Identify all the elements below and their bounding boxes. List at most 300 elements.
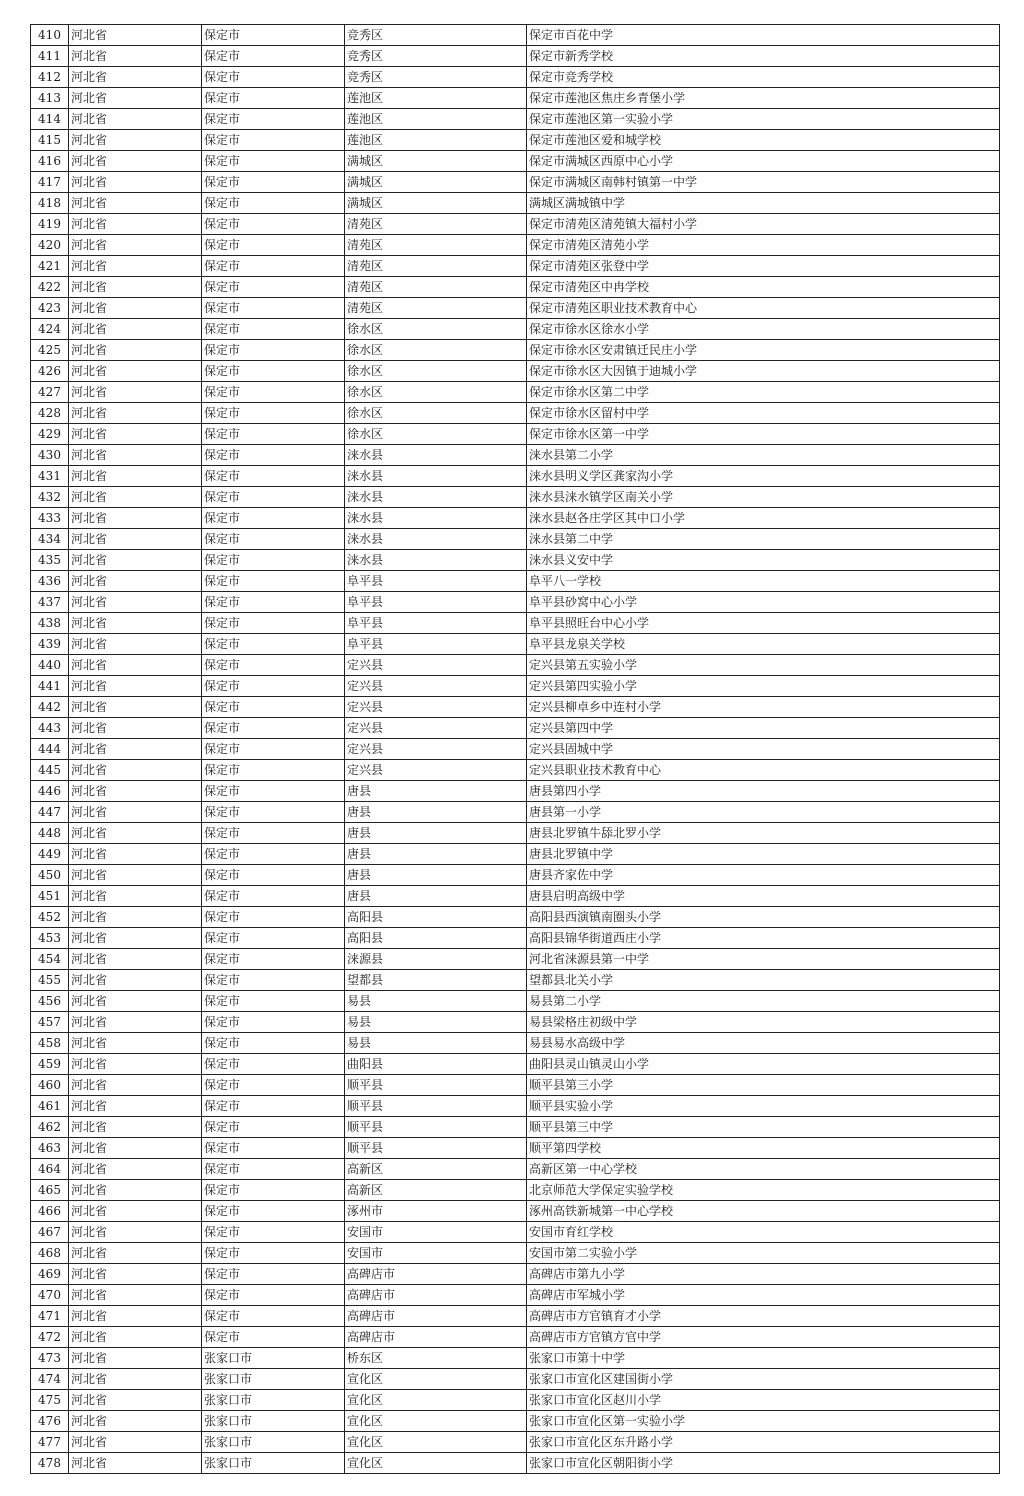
district-cell: 徐水区 — [345, 319, 527, 340]
city-cell: 保定市 — [202, 739, 345, 760]
school-name-cell: 顺平县第三小学 — [527, 1075, 1000, 1096]
district-cell: 涞水县 — [345, 445, 527, 466]
district-cell: 顺平县 — [345, 1075, 527, 1096]
row-number-cell: 468 — [31, 1243, 69, 1264]
district-cell: 易县 — [345, 1012, 527, 1033]
district-cell: 涞水县 — [345, 550, 527, 571]
school-name-cell: 顺平第四学校 — [527, 1138, 1000, 1159]
district-cell: 满城区 — [345, 151, 527, 172]
row-number-cell: 463 — [31, 1138, 69, 1159]
district-cell: 涞源县 — [345, 949, 527, 970]
city-cell: 保定市 — [202, 1201, 345, 1222]
school-name-cell: 满城区满城镇中学 — [527, 193, 1000, 214]
school-name-cell: 保定市清苑区清苑小学 — [527, 235, 1000, 256]
province-cell: 河北省 — [69, 634, 202, 655]
school-name-cell: 保定市徐水区安肃镇迁民庄小学 — [527, 340, 1000, 361]
district-cell: 清苑区 — [345, 277, 527, 298]
table-row — [31, 361, 1000, 382]
school-name-cell: 高阳县西演镇南圈头小学 — [527, 907, 1000, 928]
province-cell: 河北省 — [69, 1411, 202, 1432]
row-number-cell: 453 — [31, 928, 69, 949]
city-cell: 保定市 — [202, 802, 345, 823]
district-cell: 高阳县 — [345, 928, 527, 949]
school-name-cell: 唐县启明高级中学 — [527, 886, 1000, 907]
province-cell: 河北省 — [69, 760, 202, 781]
school-name-cell: 保定市徐水区徐水小学 — [527, 319, 1000, 340]
province-cell: 河北省 — [69, 844, 202, 865]
district-cell: 高碑店市 — [345, 1285, 527, 1306]
district-cell: 莲池区 — [345, 130, 527, 151]
city-cell: 保定市 — [202, 130, 345, 151]
province-cell: 河北省 — [69, 697, 202, 718]
province-cell: 河北省 — [69, 319, 202, 340]
row-number-cell: 456 — [31, 991, 69, 1012]
province-cell: 河北省 — [69, 25, 202, 46]
province-cell: 河北省 — [69, 823, 202, 844]
table-row — [31, 109, 1000, 130]
school-name-cell: 高新区第一中心学校 — [527, 1159, 1000, 1180]
school-name-cell: 保定市竞秀学校 — [527, 67, 1000, 88]
province-cell: 河北省 — [69, 1432, 202, 1453]
city-cell: 保定市 — [202, 1075, 345, 1096]
school-name-cell: 涞水县第二小学 — [527, 445, 1000, 466]
table-row — [31, 151, 1000, 172]
table-row — [31, 865, 1000, 886]
school-name-cell: 保定市莲池区爱和城学校 — [527, 130, 1000, 151]
row-number-cell: 419 — [31, 214, 69, 235]
city-cell: 张家口市 — [202, 1432, 345, 1453]
school-name-cell: 安国市育红学校 — [527, 1222, 1000, 1243]
school-name-cell: 保定市百花中学 — [527, 25, 1000, 46]
city-cell: 保定市 — [202, 445, 345, 466]
table-row — [31, 928, 1000, 949]
province-cell: 河北省 — [69, 277, 202, 298]
province-cell: 河北省 — [69, 718, 202, 739]
table-row — [31, 256, 1000, 277]
province-cell: 河北省 — [69, 1012, 202, 1033]
city-cell: 保定市 — [202, 1012, 345, 1033]
row-number-cell: 457 — [31, 1012, 69, 1033]
district-cell: 涞水县 — [345, 508, 527, 529]
province-cell: 河北省 — [69, 1306, 202, 1327]
row-number-cell: 437 — [31, 592, 69, 613]
city-cell: 保定市 — [202, 508, 345, 529]
row-number-cell: 411 — [31, 46, 69, 67]
district-cell: 唐县 — [345, 802, 527, 823]
school-name-cell: 张家口市宣化区第一实验小学 — [527, 1411, 1000, 1432]
table-row — [31, 46, 1000, 67]
table-row — [31, 67, 1000, 88]
table-row — [31, 235, 1000, 256]
school-name-cell: 唐县第一小学 — [527, 802, 1000, 823]
row-number-cell: 462 — [31, 1117, 69, 1138]
district-cell: 高碑店市 — [345, 1306, 527, 1327]
district-cell: 顺平县 — [345, 1096, 527, 1117]
school-name-cell: 唐县第四小学 — [527, 781, 1000, 802]
row-number-cell: 472 — [31, 1327, 69, 1348]
school-name-cell: 曲阳县灵山镇灵山小学 — [527, 1054, 1000, 1075]
city-cell: 保定市 — [202, 193, 345, 214]
city-cell: 保定市 — [202, 529, 345, 550]
table-row — [31, 1012, 1000, 1033]
table-row — [31, 445, 1000, 466]
province-cell: 河北省 — [69, 676, 202, 697]
city-cell: 保定市 — [202, 781, 345, 802]
table-row — [31, 1180, 1000, 1201]
row-number-cell: 443 — [31, 718, 69, 739]
school-name-cell: 保定市徐水区第一中学 — [527, 424, 1000, 445]
school-name-cell: 涞水县赵各庄学区其中口小学 — [527, 508, 1000, 529]
table-row — [31, 655, 1000, 676]
table-row — [31, 886, 1000, 907]
row-number-cell: 442 — [31, 697, 69, 718]
row-number-cell: 470 — [31, 1285, 69, 1306]
province-cell: 河北省 — [69, 445, 202, 466]
city-cell: 保定市 — [202, 1117, 345, 1138]
city-cell: 保定市 — [202, 298, 345, 319]
row-number-cell: 413 — [31, 88, 69, 109]
school-name-cell: 高碑店市军城小学 — [527, 1285, 1000, 1306]
district-cell: 清苑区 — [345, 214, 527, 235]
province-cell: 河北省 — [69, 1264, 202, 1285]
table-row — [31, 1348, 1000, 1369]
city-cell: 保定市 — [202, 214, 345, 235]
city-cell: 保定市 — [202, 424, 345, 445]
table-row — [31, 697, 1000, 718]
city-cell: 保定市 — [202, 277, 345, 298]
city-cell: 保定市 — [202, 151, 345, 172]
table-row — [31, 1075, 1000, 1096]
city-cell: 保定市 — [202, 823, 345, 844]
province-cell: 河北省 — [69, 886, 202, 907]
school-name-cell: 高碑店市方官镇方官中学 — [527, 1327, 1000, 1348]
row-number-cell: 444 — [31, 739, 69, 760]
row-number-cell: 438 — [31, 613, 69, 634]
row-number-cell: 423 — [31, 298, 69, 319]
school-name-cell: 安国市第二实验小学 — [527, 1243, 1000, 1264]
city-cell: 保定市 — [202, 1264, 345, 1285]
district-cell: 满城区 — [345, 172, 527, 193]
table-row — [31, 844, 1000, 865]
province-cell: 河北省 — [69, 46, 202, 67]
table-row — [31, 25, 1000, 46]
table-row — [31, 487, 1000, 508]
district-cell: 易县 — [345, 991, 527, 1012]
city-cell: 保定市 — [202, 109, 345, 130]
school-name-cell: 保定市清苑区张登中学 — [527, 256, 1000, 277]
district-cell: 安国市 — [345, 1243, 527, 1264]
city-cell: 保定市 — [202, 172, 345, 193]
district-cell: 高新区 — [345, 1159, 527, 1180]
city-cell: 保定市 — [202, 1096, 345, 1117]
city-cell: 张家口市 — [202, 1369, 345, 1390]
city-cell: 保定市 — [202, 1138, 345, 1159]
school-name-cell: 顺平县实验小学 — [527, 1096, 1000, 1117]
city-cell: 保定市 — [202, 1306, 345, 1327]
table-row — [31, 1243, 1000, 1264]
city-cell: 保定市 — [202, 319, 345, 340]
table-row — [31, 1327, 1000, 1348]
district-cell: 望都县 — [345, 970, 527, 991]
city-cell: 保定市 — [202, 550, 345, 571]
row-number-cell: 459 — [31, 1054, 69, 1075]
province-cell: 河北省 — [69, 949, 202, 970]
school-name-cell: 张家口市宣化区朝阳街小学 — [527, 1453, 1000, 1474]
row-number-cell: 425 — [31, 340, 69, 361]
district-cell: 定兴县 — [345, 718, 527, 739]
row-number-cell: 460 — [31, 1075, 69, 1096]
table-row — [31, 718, 1000, 739]
province-cell: 河北省 — [69, 1033, 202, 1054]
city-cell: 张家口市 — [202, 1390, 345, 1411]
province-cell: 河北省 — [69, 1327, 202, 1348]
district-cell: 宣化区 — [345, 1453, 527, 1474]
province-cell: 河北省 — [69, 781, 202, 802]
row-number-cell: 461 — [31, 1096, 69, 1117]
district-cell: 宣化区 — [345, 1411, 527, 1432]
table-row — [31, 193, 1000, 214]
province-cell: 河北省 — [69, 382, 202, 403]
district-cell: 高新区 — [345, 1180, 527, 1201]
school-name-cell: 定兴县职业技术教育中心 — [527, 760, 1000, 781]
table-row — [31, 760, 1000, 781]
city-cell: 保定市 — [202, 403, 345, 424]
school-name-cell: 阜平县砂窝中心小学 — [527, 592, 1000, 613]
row-number-cell: 414 — [31, 109, 69, 130]
province-cell: 河北省 — [69, 1390, 202, 1411]
row-number-cell: 439 — [31, 634, 69, 655]
city-cell: 保定市 — [202, 1054, 345, 1075]
province-cell: 河北省 — [69, 550, 202, 571]
city-cell: 张家口市 — [202, 1411, 345, 1432]
city-cell: 保定市 — [202, 1033, 345, 1054]
district-cell: 安国市 — [345, 1222, 527, 1243]
row-number-cell: 452 — [31, 907, 69, 928]
province-cell: 河北省 — [69, 529, 202, 550]
row-number-cell: 429 — [31, 424, 69, 445]
province-cell: 河北省 — [69, 1453, 202, 1474]
province-cell: 河北省 — [69, 1096, 202, 1117]
table-row — [31, 634, 1000, 655]
row-number-cell: 478 — [31, 1453, 69, 1474]
city-cell: 保定市 — [202, 613, 345, 634]
row-number-cell: 440 — [31, 655, 69, 676]
city-cell: 保定市 — [202, 844, 345, 865]
table-row — [31, 991, 1000, 1012]
city-cell: 保定市 — [202, 67, 345, 88]
district-cell: 曲阳县 — [345, 1054, 527, 1075]
table-row — [31, 1159, 1000, 1180]
row-number-cell: 465 — [31, 1180, 69, 1201]
district-cell: 涞水县 — [345, 466, 527, 487]
district-cell: 徐水区 — [345, 424, 527, 445]
school-list-table — [30, 24, 1000, 1474]
city-cell: 保定市 — [202, 1285, 345, 1306]
row-number-cell: 436 — [31, 571, 69, 592]
table-row — [31, 1222, 1000, 1243]
province-cell: 河北省 — [69, 907, 202, 928]
table-row — [31, 970, 1000, 991]
district-cell: 涿州市 — [345, 1201, 527, 1222]
row-number-cell: 467 — [31, 1222, 69, 1243]
school-name-cell: 阜平八一学校 — [527, 571, 1000, 592]
city-cell: 保定市 — [202, 571, 345, 592]
row-number-cell: 474 — [31, 1369, 69, 1390]
province-cell: 河北省 — [69, 214, 202, 235]
school-name-cell: 保定市莲池区第一实验小学 — [527, 109, 1000, 130]
table-row — [31, 340, 1000, 361]
district-cell: 唐县 — [345, 781, 527, 802]
row-number-cell: 415 — [31, 130, 69, 151]
district-cell: 高碑店市 — [345, 1264, 527, 1285]
row-number-cell: 449 — [31, 844, 69, 865]
city-cell: 保定市 — [202, 1243, 345, 1264]
row-number-cell: 421 — [31, 256, 69, 277]
city-cell: 保定市 — [202, 1159, 345, 1180]
school-name-cell: 高碑店市第九小学 — [527, 1264, 1000, 1285]
row-number-cell: 412 — [31, 67, 69, 88]
province-cell: 河北省 — [69, 193, 202, 214]
district-cell: 顺平县 — [345, 1117, 527, 1138]
district-cell: 竞秀区 — [345, 67, 527, 88]
row-number-cell: 410 — [31, 25, 69, 46]
table-row — [31, 172, 1000, 193]
city-cell: 保定市 — [202, 655, 345, 676]
province-cell: 河北省 — [69, 1054, 202, 1075]
table-row — [31, 1096, 1000, 1117]
school-name-cell: 河北省涞源县第一中学 — [527, 949, 1000, 970]
province-cell: 河北省 — [69, 613, 202, 634]
district-cell: 涞水县 — [345, 529, 527, 550]
row-number-cell: 473 — [31, 1348, 69, 1369]
table-row — [31, 550, 1000, 571]
city-cell: 保定市 — [202, 487, 345, 508]
school-name-cell: 唐县齐家佐中学 — [527, 865, 1000, 886]
table-row — [31, 676, 1000, 697]
row-number-cell: 446 — [31, 781, 69, 802]
district-cell: 唐县 — [345, 886, 527, 907]
province-cell: 河北省 — [69, 340, 202, 361]
province-cell: 河北省 — [69, 109, 202, 130]
row-number-cell: 435 — [31, 550, 69, 571]
province-cell: 河北省 — [69, 130, 202, 151]
row-number-cell: 432 — [31, 487, 69, 508]
row-number-cell: 469 — [31, 1264, 69, 1285]
school-name-cell: 保定市清苑区清苑镇大福村小学 — [527, 214, 1000, 235]
row-number-cell: 477 — [31, 1432, 69, 1453]
school-name-cell: 保定市徐水区大因镇于迪城小学 — [527, 361, 1000, 382]
row-number-cell: 418 — [31, 193, 69, 214]
table-row — [31, 802, 1000, 823]
table-row — [31, 403, 1000, 424]
district-cell: 满城区 — [345, 193, 527, 214]
table-row — [31, 466, 1000, 487]
row-number-cell: 451 — [31, 886, 69, 907]
city-cell: 保定市 — [202, 718, 345, 739]
province-cell: 河北省 — [69, 739, 202, 760]
school-name-cell: 阜平县照旺台中心小学 — [527, 613, 1000, 634]
province-cell: 河北省 — [69, 991, 202, 1012]
school-name-cell: 定兴县第五实验小学 — [527, 655, 1000, 676]
city-cell: 保定市 — [202, 1327, 345, 1348]
district-cell: 定兴县 — [345, 760, 527, 781]
city-cell: 保定市 — [202, 907, 345, 928]
school-name-cell: 唐县北罗镇中学 — [527, 844, 1000, 865]
row-number-cell: 428 — [31, 403, 69, 424]
school-name-cell: 涞水县明义学区龚家沟小学 — [527, 466, 1000, 487]
school-name-cell: 保定市莲池区焦庄乡青堡小学 — [527, 88, 1000, 109]
city-cell: 保定市 — [202, 697, 345, 718]
city-cell: 保定市 — [202, 1180, 345, 1201]
city-cell: 保定市 — [202, 46, 345, 67]
province-cell: 河北省 — [69, 592, 202, 613]
city-cell: 保定市 — [202, 592, 345, 613]
table-row — [31, 298, 1000, 319]
school-name-cell: 涞水县第二中学 — [527, 529, 1000, 550]
province-cell: 河北省 — [69, 508, 202, 529]
table-row — [31, 1390, 1000, 1411]
district-cell: 定兴县 — [345, 655, 527, 676]
district-cell: 易县 — [345, 1033, 527, 1054]
row-number-cell: 427 — [31, 382, 69, 403]
province-cell: 河北省 — [69, 1285, 202, 1306]
table-row — [31, 130, 1000, 151]
table-row — [31, 1369, 1000, 1390]
school-name-cell: 易县第二小学 — [527, 991, 1000, 1012]
row-number-cell: 447 — [31, 802, 69, 823]
district-cell: 竞秀区 — [345, 46, 527, 67]
row-number-cell: 424 — [31, 319, 69, 340]
row-number-cell: 445 — [31, 760, 69, 781]
district-cell: 高阳县 — [345, 907, 527, 928]
province-cell: 河北省 — [69, 1117, 202, 1138]
city-cell: 保定市 — [202, 1222, 345, 1243]
table-row — [31, 1264, 1000, 1285]
table-row — [31, 508, 1000, 529]
table-row — [31, 88, 1000, 109]
row-number-cell: 455 — [31, 970, 69, 991]
province-cell: 河北省 — [69, 88, 202, 109]
row-number-cell: 430 — [31, 445, 69, 466]
city-cell: 保定市 — [202, 235, 345, 256]
province-cell: 河北省 — [69, 487, 202, 508]
table-row — [31, 1201, 1000, 1222]
school-name-cell: 保定市清苑区职业技术教育中心 — [527, 298, 1000, 319]
province-cell: 河北省 — [69, 1180, 202, 1201]
row-number-cell: 471 — [31, 1306, 69, 1327]
district-cell: 唐县 — [345, 844, 527, 865]
school-name-cell: 定兴县第四中学 — [527, 718, 1000, 739]
table-row — [31, 1285, 1000, 1306]
school-name-cell: 涞水县涞水镇学区南关小学 — [527, 487, 1000, 508]
school-name-cell: 定兴县第四实验小学 — [527, 676, 1000, 697]
school-name-cell: 张家口市宣化区赵川小学 — [527, 1390, 1000, 1411]
school-name-cell: 唐县北罗镇牛舔北罗小学 — [527, 823, 1000, 844]
table-row — [31, 1411, 1000, 1432]
city-cell: 保定市 — [202, 88, 345, 109]
city-cell: 保定市 — [202, 361, 345, 382]
row-number-cell: 420 — [31, 235, 69, 256]
table-row — [31, 571, 1000, 592]
city-cell: 保定市 — [202, 865, 345, 886]
table-row — [31, 1432, 1000, 1453]
province-cell: 河北省 — [69, 1159, 202, 1180]
city-cell: 保定市 — [202, 634, 345, 655]
city-cell: 保定市 — [202, 382, 345, 403]
table-row — [31, 1138, 1000, 1159]
school-name-cell: 张家口市宣化区建国街小学 — [527, 1369, 1000, 1390]
row-number-cell: 431 — [31, 466, 69, 487]
